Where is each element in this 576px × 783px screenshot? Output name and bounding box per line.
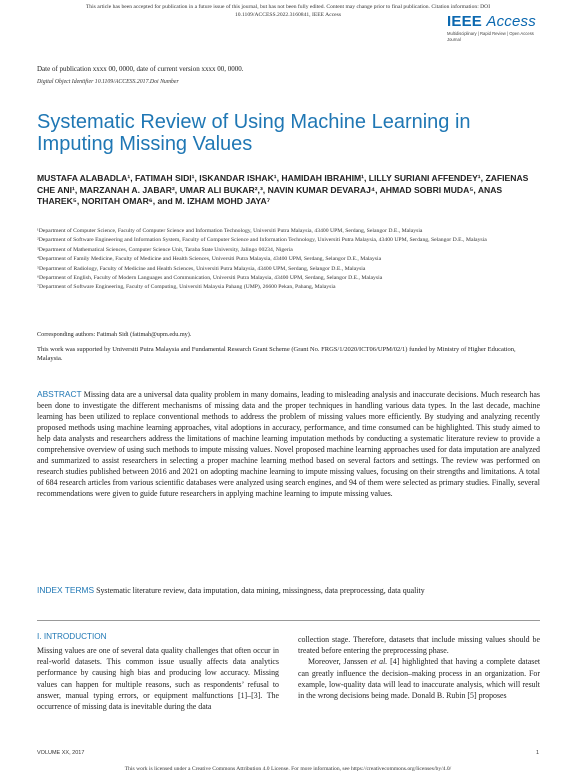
paper-title: Systematic Review of Using Machine Learning in Imputing Missing Values	[37, 111, 471, 155]
affiliation-2: ²Department of Software Engineering and Information System, Faculty of Computer Science and Information Technology, Universiti Putra Malaysia, 43400 UPM, Serdang, Selangor D.E., Malaysia	[37, 237, 487, 244]
abstract-text: Missing data are a universal data quality problem in many domains, leading to misleading analysis and inaccurate decisions. Much research has been done to investigate the different mechanisms of missing data and the proper techniques in handling various data types. In the last decade, machine learning has been utilized to replace conventional methods to address the problem of missing values more efficiently. By studying and analyzing recently proposed methods using machine learning approaches, vital adoptions in accuracy, performance, and time consumed can be highlighted. This study aimed to help data analysts and researchers address the limitations of machine learning imputation methods by conducting a systematic literature review to provide a comprehensive overview of using such methods to impute missing values. Novel proposed machine learning approaches used for data imputation are analyzed and summarized to assist researchers in selecting a proper machine learning method based on several factors and settings. The review was performed on research studies published between 2016 and 2021 on adopting machine learning to impute missing values, focusing on their strengths and limitations. A total of 684 research articles from various scientific databases were analyzed using search engines, and 94 of them were selected as primary studies. Finally, several recommendations were given to guide future researchers in applying machine learning to impute missing values.	[37, 390, 540, 498]
affiliation-1: ¹Department of Computer Science, Faculty of Computer Science and Information Technology, Universiti Putra Malaysia, 43400 UPM, Serdang, Selangor D.E., Malaysia	[37, 228, 423, 234]
abstract-label: ABSTRACT	[37, 389, 82, 399]
affiliation-5: ⁵Department of Radiology, Faculty of Medicine and Health Sciences, Universiti Putra Malaysia, 43400 UPM, Serdang, Selangor D.E., Malaysia	[37, 265, 366, 272]
affiliations	[37, 227, 542, 293]
logo-tagline: Multidisciplinary | Rapid Review | Open Access Journal	[447, 31, 534, 42]
logo-ieee-text: IEEE	[447, 13, 482, 30]
ieee-access-logo	[447, 14, 543, 43]
affiliation-7: ⁷Department of Software Engineering, Faculty of Computing, Universiti Malaysia Pahang (UMP), 26600 Pekan, Pahang, Malaysia	[37, 284, 336, 291]
page-number: 1	[536, 750, 540, 756]
intro-paragraph-continued: collection stage. Therefore, datasets that include missing values should be treated before entering the preprocessing phase.	[298, 635, 540, 656]
publication-date: Date of publication xxxx 00, 0000, date of current version xxxx 00, 0000.	[37, 65, 244, 73]
section-heading-introduction: I. INTRODUCTION	[37, 632, 107, 641]
index-terms-label: INDEX TERMS	[37, 585, 95, 595]
section-divider	[37, 620, 540, 621]
notice-line-2: 10.1109/ACCESS.2022.3160841, IEEE Access	[234, 12, 342, 18]
affiliation-3: ³Department of Mathematical Sciences, Computer Science Unit, Taraba State University, Jalingo 00234, Nigeria	[37, 246, 293, 253]
intro-paragraph-janssen: Moreover, Janssen et al. [4] highlighted that having a complete dataset can greatly influence the decision–making process in an organization. For example, low-quality data will lead to inaccurate analysis, which will result in the wrong decisions being made. Donald B. Rubin [5] proposes	[298, 657, 541, 701]
corresponding-author: Corresponding authors: Fatimah Sidi (fatimah@upm.edu.my).	[37, 331, 192, 338]
notice-line-1: This article has been accepted for publication in a future issue of this journal, but has not been fully edited. Content may change prior to final publication. Citation information: DOI	[85, 4, 491, 10]
volume-label: VOLUME XX, 2017	[37, 750, 85, 756]
affiliation-4: ⁴Department of Family Medicine, Faculty of Medicine and Health Sciences, Universiti Putra Malaysia, 43400 UPM, Serdang, Selangor D.E., Malaysia	[37, 256, 382, 263]
affiliation-6: ⁶Department of English, Faculty of Modern Languages and Communication, Universiti Putra Malaysia, 43400 UPM, Serdang, Selangor D.E., Malaysia	[37, 275, 383, 282]
funding-statement: This work was supported by Universiti Putra Malaysia and Fundamental Research Grant Scheme (Grant No. FRGS/1/2020/ICT06/UPM/02/1) funded by Ministry of Higher Education, Malaysia.	[37, 346, 516, 362]
logo-access-text: Access	[486, 13, 536, 30]
doi-line: Digital Object Identifier 10.1109/ACCESS.2017.Doi Number	[37, 79, 179, 85]
index-terms-text: Systematic literature review, data imputation, data mining, missingness, data preprocessing, data quality	[96, 586, 425, 595]
index-terms	[37, 585, 540, 597]
intro-column-1: Missing values are one of several data quality challenges that often occur in real-world datasets. This common issue usually affects data analytics performance by causing high bias and producing low accuracy. Missing values can happen for multiple reasons, such as respondents’ refusal to answer, manual typing errors, or equipment malfunctions [1]–[3]. The occurrence of missing data is inevitable during the data	[37, 646, 279, 712]
abstract	[37, 389, 540, 500]
license-notice: This work is licensed under a Creative Commons Attribution 4.0 License. For more information, see https://creativecommons.org/licenses/by/4.0/	[124, 766, 452, 772]
intro-column-2	[298, 634, 540, 701]
author-list: MUSTAFA ALABADLA¹, FATIMAH SIDI¹, ISKANDAR ISHAK¹, HAMIDAH IBRAHIM¹, LILLY SURIANI AFFENDEY¹, ZAFIENAS CHE ANI¹, MARZANAH A. JABAR², UMAR ALI BUKAR²,³, NAVIN KUMAR DEVARAJ⁴, AHMAD SOBRI MUDA⁵, ANAS THAREK⁵, NORITAH OMAR⁶, and M. IZHAM MOHD JAYA⁷	[37, 173, 529, 207]
